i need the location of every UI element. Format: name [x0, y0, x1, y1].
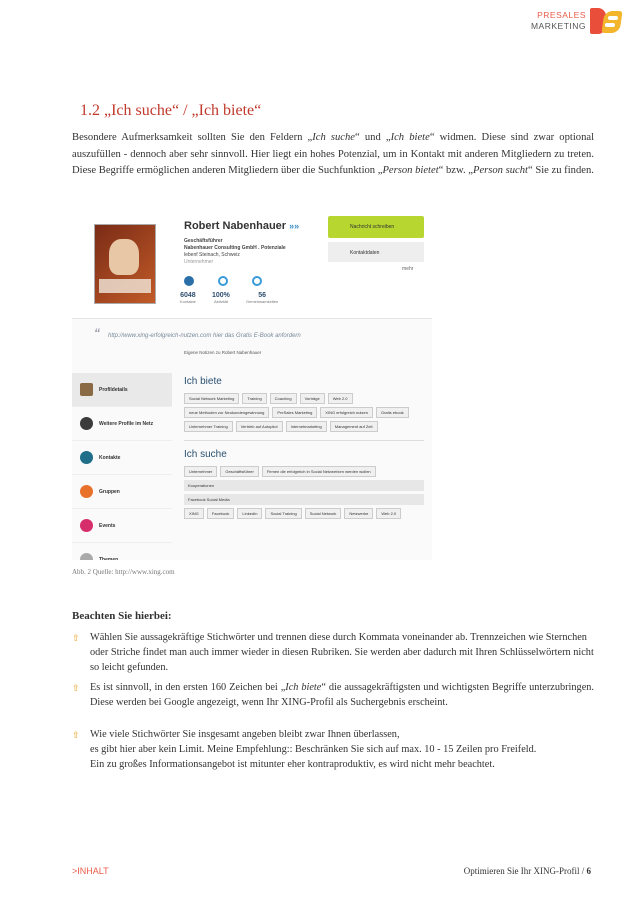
profile-name: Robert Nabenhauer »»: [184, 220, 300, 232]
page-footer: Optimieren Sie Ihr XING-Profil / 6: [463, 866, 591, 876]
contacts-icon: [184, 276, 194, 286]
ich-biete-tags: [184, 393, 424, 432]
tag[interactable]: Facebook: [207, 508, 235, 519]
kooperation-row: Kooperationen: [184, 480, 424, 491]
logo-line1: PRESALES: [537, 10, 586, 20]
bullet-arrow-icon: ⇧: [72, 633, 80, 643]
tag[interactable]: Geschäftsführer: [220, 466, 258, 477]
kooperation-row-2: Facebook Social Media: [184, 494, 424, 505]
intro-paragraph: Besondere Aufmerksamkeit sollten Sie den Feldern „Ich suche“ und „Ich biete“ widmen. Diese sind zwar optional auszufüllen - dennoch aber sehr sinnvoll. Hier liegt ein hohes Potenzial, um in Kontakt mit anderen Mitgliedern zu treten. Diese Begriffe ermöglichen anderen Mitgliedern über die Suchfunktion „Person bietet“ bzw. „Person sucht“ Sie zu finden.: [72, 132, 595, 176]
topics-icon: [80, 553, 93, 560]
events-icon: [80, 519, 93, 532]
tag[interactable]: Social Training: [265, 508, 301, 519]
tag[interactable]: Firmen die erfolgreich in Social Netzwerken werden wollen: [262, 466, 376, 477]
sidebar-item-themen[interactable]: Themen: [72, 543, 172, 560]
tag[interactable]: LinkedIn: [237, 508, 262, 519]
ich-suche-title: Ich suche: [184, 449, 227, 460]
groups-icon: [80, 485, 93, 498]
stat-icons: [184, 276, 262, 286]
bullet-arrow-icon: ⇧: [72, 730, 80, 740]
profile-photo: [94, 224, 156, 304]
stat-contacts[interactable]: 6048 Kontakte: [180, 292, 196, 304]
tag[interactable]: XING: [184, 508, 204, 519]
tag[interactable]: Vertrieb auf Autopilot: [236, 421, 283, 432]
tag[interactable]: PreSales Marketing: [272, 407, 317, 418]
profile-line4: Unternehmer: [184, 259, 214, 265]
sidebar-item-gruppen[interactable]: Gruppen: [72, 475, 172, 509]
bullet-item: [72, 680, 594, 710]
divider: [72, 318, 432, 319]
tag[interactable]: Web 2.0: [328, 393, 353, 404]
bullet-text: Wie viele Stichwörter Sie insgesamt angeben bleibt zwar Ihnen überlassen, es gibt hier aber kein Limit. Meine Empfehlung:: Beschränken Sie sich auf max. 10 - 15 Zeilen pro Freifeld. Ein zu großes Informationsangebot ist mitunter eher kontraproduktiv, es wird nicht mehr beachtet.: [90, 729, 537, 770]
tag[interactable]: Unternehmer: [184, 466, 217, 477]
ich-biete-title: Ich biete: [184, 376, 222, 387]
page-number: 6: [586, 866, 591, 876]
stat-activity[interactable]: 100% Aktivität: [212, 292, 230, 304]
send-message-button[interactable]: Nachricht schreiben: [328, 216, 424, 238]
logo-line2: MARKETING: [530, 21, 586, 31]
tag[interactable]: Gratis ebook: [376, 407, 409, 418]
tag[interactable]: Coaching: [270, 393, 297, 404]
tag[interactable]: XING erfolgreich nutzen: [320, 407, 373, 418]
bullet-text: Es ist sinnvoll, in den ersten 160 Zeichen bei „Ich biete“ die aussagekräftigsten und wichtigsten Begriffe unterzubringen. Diese werden bei Google angezeigt, wenn Ihr XING-Profil als Suchergebnis erscheint.: [90, 682, 594, 708]
stat-common[interactable]: 56 Gemeinsamkeiten: [246, 292, 279, 304]
profile-line1: Geschäftsführer: [184, 238, 223, 244]
divider: [184, 440, 424, 441]
inhalt-link[interactable]: >INHALT: [72, 866, 109, 876]
tag[interactable]: Training: [242, 393, 266, 404]
profile-quote[interactable]: “ http://www.xing-erfolgreich-nutzen.com hier das Gratis E-Book anfordern: [94, 326, 301, 340]
contacts-icon: [80, 451, 93, 464]
sidebar-item-profildetails[interactable]: Profildetails: [72, 373, 172, 407]
profile-line2: Nabenhauer Consulting GmbH . Potenziale: [184, 245, 286, 251]
notes-heading: Beachten Sie hierbei:: [72, 610, 172, 622]
tag[interactable]: Social Network Marketing: [184, 393, 239, 404]
figure-caption: Abb. 2 Quelle: http://www.xing.com: [72, 568, 175, 576]
tag[interactable]: Unternehmer Training: [184, 421, 233, 432]
profile-sidebar: [72, 373, 172, 560]
profile-header: [72, 208, 432, 318]
quote-icon: “: [94, 326, 100, 340]
logo-text: [531, 10, 586, 32]
contact-data-button[interactable]: Kontaktdaten: [328, 242, 424, 262]
bullet-item: [72, 727, 594, 772]
ich-suche-tags-2: [184, 508, 424, 519]
profile-details-icon: [80, 383, 93, 396]
profile-line3: lebenf Steinach, Schweiz: [184, 252, 240, 258]
tag[interactable]: Internetmarketing: [286, 421, 327, 432]
common-icon: [252, 276, 262, 286]
own-notes[interactable]: Eigene Notizen zu Robert Nabenhauer: [184, 350, 262, 355]
bullet-item: [72, 630, 594, 675]
tag[interactable]: Netzwerke: [344, 508, 373, 519]
activity-icon: [218, 276, 228, 286]
bullet-text: Wählen Sie aussagekräftige Stichwörter und trennen diese durch Kommata voneinander ab. Trennzeichen wie Sternchen oder Striche findet man auch immer wieder in diesen Rubriken. Sie werden aber dadurch mit Ihren Schlüsselwörtern nicht so leicht gefunden.: [90, 632, 594, 673]
tag[interactable]: Social Network: [305, 508, 342, 519]
tag[interactable]: Web 2.0: [376, 508, 401, 519]
section-heading: 1.2 „Ich suche“ / „Ich biete“: [80, 102, 262, 119]
tag[interactable]: neue Methoden zur Neukundengewinnung: [184, 407, 269, 418]
tag[interactable]: Vorträge: [300, 393, 325, 404]
profile-main: [184, 376, 424, 522]
ich-suche-tags: [184, 466, 424, 477]
xing-profile-screenshot: [72, 208, 432, 560]
more-dropdown[interactable]: mehr: [402, 266, 414, 272]
tag[interactable]: Management auf Zeit: [330, 421, 378, 432]
link-icon: [80, 417, 93, 430]
presales-marketing-logo: [531, 8, 622, 34]
sidebar-item-weitere-profile[interactable]: Weitere Profile im Netz: [72, 407, 172, 441]
bullet-arrow-icon: ⇧: [72, 683, 80, 693]
ps-logo-icon: [590, 8, 622, 34]
sidebar-item-events[interactable]: Events: [72, 509, 172, 543]
sidebar-item-kontakte[interactable]: Kontakte: [72, 441, 172, 475]
